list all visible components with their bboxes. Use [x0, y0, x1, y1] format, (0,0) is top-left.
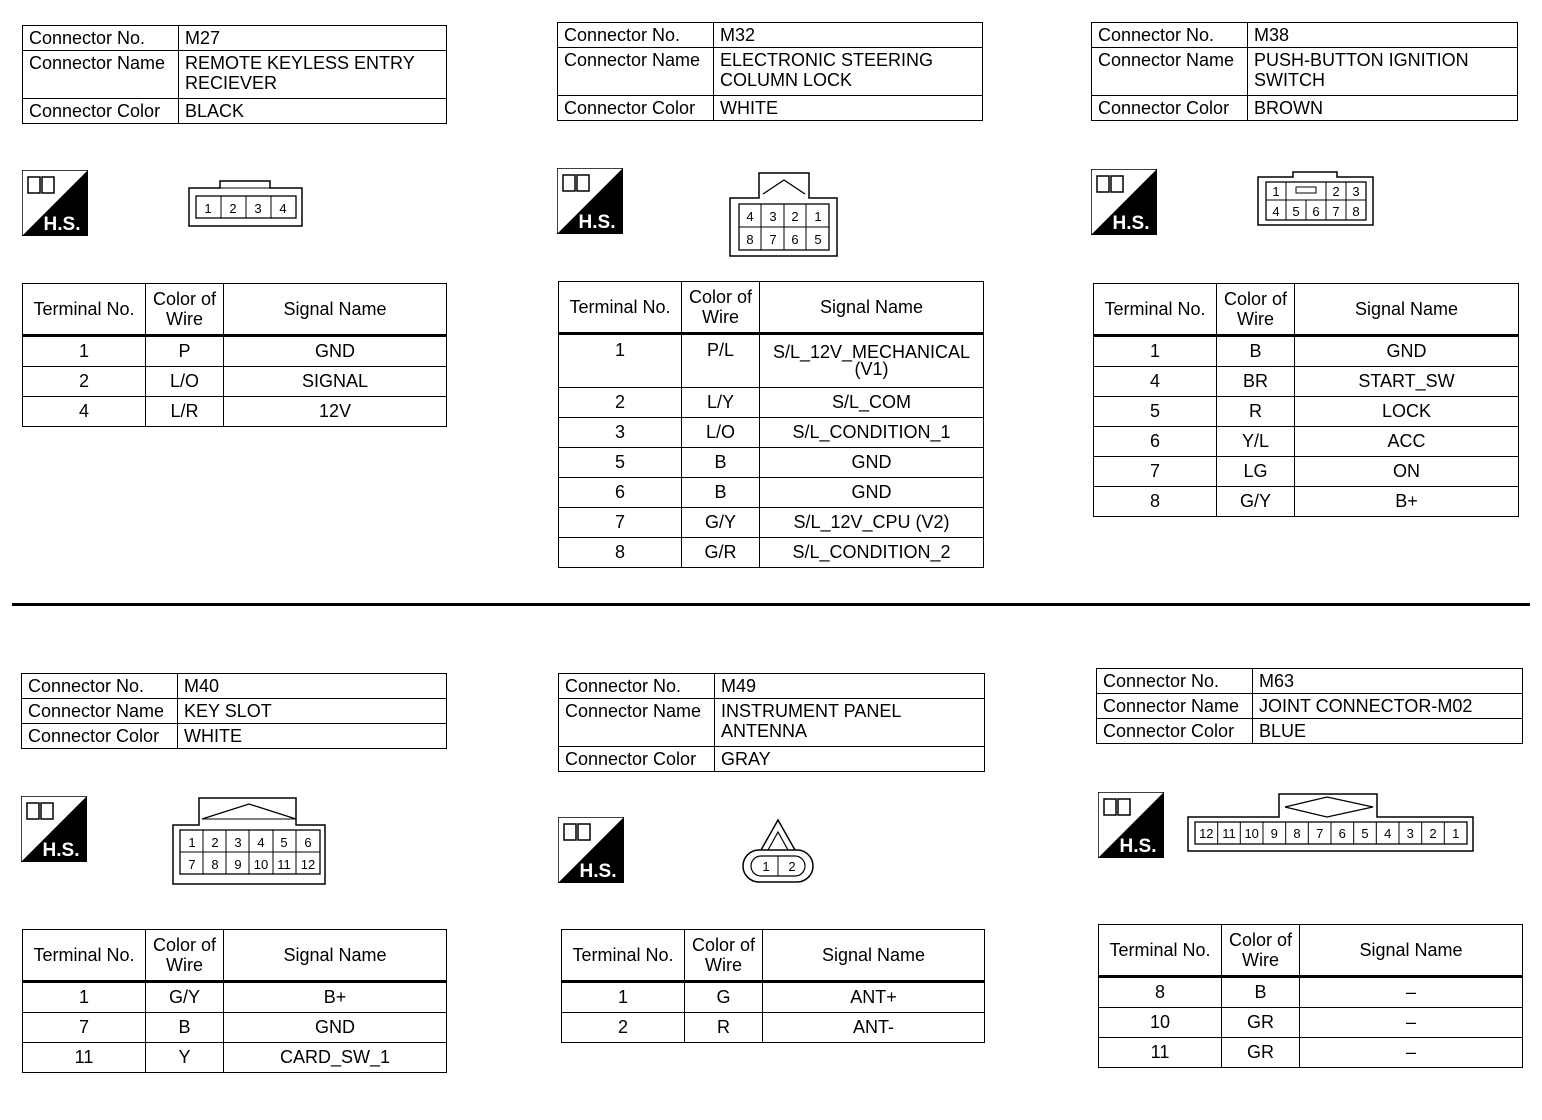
hs-label: H.S.: [42, 840, 80, 861]
wire-color: GR: [1222, 1008, 1300, 1038]
terminal-no: 1: [562, 982, 685, 1013]
terminal-no: 1: [23, 336, 146, 367]
pin-label: 6: [791, 232, 799, 247]
connector-info-table: [1091, 22, 1518, 121]
terminal-no: 4: [23, 397, 146, 427]
signal-name: GND: [224, 336, 447, 367]
connector-color-label: Connector Color: [558, 96, 714, 121]
terminal-no: 7: [1094, 457, 1217, 487]
pin-label: 4: [746, 209, 754, 224]
connector-face-diagram: [1187, 793, 1475, 853]
pin-label: 4: [1384, 826, 1392, 841]
connector-no-label: Connector No.: [558, 23, 714, 48]
connector-no-value: M38: [1248, 23, 1518, 48]
harness-side-icon: [557, 168, 623, 234]
terminal-no: 11: [23, 1043, 146, 1073]
harness-side-icon: [1098, 792, 1164, 858]
pin-label: 8: [1352, 204, 1360, 219]
connector-color-label: Connector Color: [559, 747, 715, 772]
signal-name: ACC: [1295, 427, 1519, 457]
table-row: [562, 1013, 985, 1043]
terminal-no: 1: [23, 982, 146, 1013]
signal-name: S/L_COM: [760, 388, 984, 418]
signal-name: S/L_CONDITION_2: [760, 538, 984, 568]
pin-label: 4: [1272, 204, 1280, 219]
table-row: [23, 1013, 447, 1043]
connector-no-label: Connector No.: [23, 26, 179, 51]
wire-color: L/O: [146, 367, 224, 397]
table-row: [23, 397, 447, 427]
table-row: [23, 982, 447, 1013]
terminal-no: 2: [23, 367, 146, 397]
connector-face-diagram: [188, 180, 304, 228]
connector-m32: [557, 22, 983, 121]
signal-name: B+: [1295, 487, 1519, 517]
connector-face-diagram: [1257, 171, 1375, 227]
table-row: [1099, 1038, 1523, 1068]
signal-name: GND: [224, 1013, 447, 1043]
pin-label: 1: [188, 835, 196, 850]
pin-label: 3: [234, 835, 242, 850]
wire-color: Y/L: [1217, 427, 1295, 457]
signal-name: ON: [1295, 457, 1519, 487]
signal-name: ANT-: [763, 1013, 985, 1043]
pin-label: 1: [204, 201, 212, 216]
connector-name-value: REMOTE KEYLESS ENTRY RECIEVER: [179, 51, 447, 99]
table-row: [1099, 977, 1523, 1008]
wire-color: B: [146, 1013, 224, 1043]
signal-name: S/L_12V_CPU (V2): [760, 508, 984, 538]
connector-color-label: Connector Color: [1092, 96, 1248, 121]
harness-side-icon: [22, 170, 88, 236]
table-row: [559, 418, 984, 448]
signal-name-header: Signal Name: [224, 284, 447, 336]
pin-label: 7: [1332, 204, 1340, 219]
hs-label: H.S.: [43, 214, 81, 235]
pin-label: 3: [254, 201, 262, 216]
signal-name: GND: [760, 478, 984, 508]
connector-face-diagram: [741, 818, 815, 884]
terminal-no: 6: [559, 478, 682, 508]
terminal-no: 3: [559, 418, 682, 448]
terminal-no: 8: [1099, 977, 1222, 1008]
table-row: [1094, 336, 1519, 367]
connector-m40: [21, 673, 447, 749]
connector-no-value: M27: [179, 26, 447, 51]
wire-color-header: Color of Wire: [146, 930, 224, 982]
pin-label: 2: [229, 201, 237, 216]
table-row: [562, 982, 985, 1013]
pin-label: 7: [769, 232, 777, 247]
connector-color-label: Connector Color: [22, 724, 178, 749]
pin-label: 12: [1199, 826, 1214, 841]
pin-label: 9: [1270, 826, 1278, 841]
table-row: [1094, 427, 1519, 457]
wire-color: G/Y: [146, 982, 224, 1013]
terminal-no-header: Terminal No.: [559, 282, 682, 334]
connector-name-label: Connector Name: [23, 51, 179, 99]
connector-name-label: Connector Name: [1097, 694, 1253, 719]
pin-label: 4: [279, 201, 287, 216]
connector-color-label: Connector Color: [1097, 719, 1253, 744]
signal-name-header: Signal Name: [760, 282, 984, 334]
connector-info-table: [21, 673, 447, 749]
connector-info-table: [557, 22, 983, 121]
pin-label: 1: [1272, 184, 1280, 199]
hs-label: H.S.: [578, 212, 616, 233]
wire-color: BR: [1217, 367, 1295, 397]
connector-m49: [558, 673, 985, 772]
table-row: [1094, 457, 1519, 487]
table-row: [1099, 1008, 1523, 1038]
connector-name-value: JOINT CONNECTOR-M02: [1253, 694, 1523, 719]
pin-label: 10: [253, 857, 269, 872]
terminal-no: 6: [1094, 427, 1217, 457]
pin-label: 4: [257, 835, 265, 850]
wire-color: B: [682, 448, 760, 478]
connector-color-label: Connector Color: [23, 99, 179, 124]
pin-label: 1: [1452, 826, 1460, 841]
terminal-no-header: Terminal No.: [23, 930, 146, 982]
terminal-table-m49: [561, 929, 985, 1043]
wire-color: B: [1222, 977, 1300, 1008]
connector-m63: [1096, 668, 1523, 744]
connector-color-value: GRAY: [715, 747, 985, 772]
connector-name-value: PUSH-BUTTON IGNITION SWITCH: [1248, 48, 1518, 96]
wire-color: L/R: [146, 397, 224, 427]
connector-face-diagram: [172, 797, 328, 887]
pin-label: 3: [1406, 826, 1414, 841]
table-row: [23, 367, 447, 397]
signal-name: START_SW: [1295, 367, 1519, 397]
wire-color: R: [685, 1013, 763, 1043]
signal-name: –: [1300, 1038, 1523, 1068]
wire-color-header: Color of Wire: [1222, 925, 1300, 977]
connector-no-value: M32: [714, 23, 983, 48]
pin-label: 1: [762, 859, 770, 874]
wire-color: R: [1217, 397, 1295, 427]
terminal-no: 7: [559, 508, 682, 538]
connector-name-label: Connector Name: [558, 48, 714, 96]
pin-label: 2: [791, 209, 799, 224]
pin-label: 2: [788, 859, 796, 874]
connector-no-label: Connector No.: [1092, 23, 1248, 48]
pin-label: 2: [1429, 826, 1437, 841]
signal-name: S/L_CONDITION_1: [760, 418, 984, 448]
terminal-no: 7: [23, 1013, 146, 1043]
table-row: [559, 448, 984, 478]
pin-label: 9: [234, 857, 242, 872]
table-row: [559, 334, 984, 388]
connector-name-label: Connector Name: [559, 699, 715, 747]
connector-name-label: Connector Name: [1092, 48, 1248, 96]
connector-m38: [1091, 22, 1518, 121]
hs-label: H.S.: [1119, 836, 1157, 857]
connector-no-label: Connector No.: [22, 674, 178, 699]
table-row: [23, 336, 447, 367]
terminal-no-header: Terminal No.: [1099, 925, 1222, 977]
signal-name: GND: [760, 448, 984, 478]
wire-color: G/R: [682, 538, 760, 568]
terminal-no-header: Terminal No.: [23, 284, 146, 336]
connector-color-value: WHITE: [178, 724, 447, 749]
terminal-no: 1: [559, 334, 682, 388]
pin-label: 11: [277, 857, 291, 872]
pin-label: 3: [769, 209, 777, 224]
pin-label: 5: [1361, 826, 1369, 841]
pin-label: 1: [814, 209, 822, 224]
wire-color: GR: [1222, 1038, 1300, 1068]
connector-color-value: BLACK: [179, 99, 447, 124]
terminal-no: 5: [559, 448, 682, 478]
wire-color: G/Y: [1217, 487, 1295, 517]
signal-name: 12V: [224, 397, 447, 427]
harness-side-icon: [558, 817, 624, 883]
pin-label: 5: [1292, 204, 1300, 219]
signal-name-header: Signal Name: [224, 930, 447, 982]
terminal-no: 4: [1094, 367, 1217, 397]
hs-label: H.S.: [1112, 213, 1150, 234]
connector-color-value: BROWN: [1248, 96, 1518, 121]
pin-label: 2: [211, 835, 219, 850]
pin-label: 3: [1352, 184, 1360, 199]
connector-m27: [22, 25, 447, 124]
table-row: [559, 508, 984, 538]
table-row: [559, 478, 984, 508]
signal-name: S/L_12V_MECHANICAL (V1): [760, 334, 984, 388]
terminal-table-m27: [22, 283, 447, 427]
pin-label: 8: [211, 857, 219, 872]
connector-color-value: WHITE: [714, 96, 983, 121]
table-row: [1094, 397, 1519, 427]
signal-name: GND: [1295, 336, 1519, 367]
wire-color-header: Color of Wire: [685, 930, 763, 982]
terminal-no: 8: [1094, 487, 1217, 517]
signal-name: B+: [224, 982, 447, 1013]
table-row: [1094, 367, 1519, 397]
connector-color-value: BLUE: [1253, 719, 1523, 744]
pin-label: 5: [814, 232, 822, 247]
signal-name-header: Signal Name: [1295, 284, 1519, 336]
table-row: [1094, 487, 1519, 517]
terminal-table-m40: [22, 929, 447, 1073]
pin-label: 10: [1244, 826, 1259, 841]
terminal-no: 8: [559, 538, 682, 568]
wire-color: B: [682, 478, 760, 508]
wire-color: G: [685, 982, 763, 1013]
terminal-no: 1: [1094, 336, 1217, 367]
wire-color: P/L: [682, 334, 760, 388]
connector-name-value: KEY SLOT: [178, 699, 447, 724]
pin-label: 12: [300, 857, 316, 872]
wire-color: LG: [1217, 457, 1295, 487]
table-row: [559, 388, 984, 418]
terminal-no: 2: [559, 388, 682, 418]
wire-color-header: Color of Wire: [1217, 284, 1295, 336]
pin-label: 6: [1338, 826, 1346, 841]
terminal-table-m63: [1098, 924, 1523, 1068]
signal-name: ANT+: [763, 982, 985, 1013]
connector-no-value: M40: [178, 674, 447, 699]
signal-name: CARD_SW_1: [224, 1043, 447, 1073]
connector-name-value: ELECTRONIC STEERING COLUMN LOCK: [714, 48, 983, 96]
wire-color: L/O: [682, 418, 760, 448]
wire-color-header: Color of Wire: [682, 282, 760, 334]
connector-face-diagram: [729, 172, 839, 258]
wire-color: L/Y: [682, 388, 760, 418]
pin-label: 7: [1316, 826, 1324, 841]
table-row: [23, 1043, 447, 1073]
terminal-no-header: Terminal No.: [562, 930, 685, 982]
pin-label: 8: [746, 232, 754, 247]
connector-name-value: INSTRUMENT PANEL ANTENNA: [715, 699, 985, 747]
section-divider: [12, 603, 1530, 606]
pin-label: 11: [1222, 826, 1236, 841]
pin-label: 2: [1332, 184, 1340, 199]
wire-color: P: [146, 336, 224, 367]
pin-label: 5: [280, 835, 288, 850]
wire-color: G/Y: [682, 508, 760, 538]
wire-color-header: Color of Wire: [146, 284, 224, 336]
wire-color: Y: [146, 1043, 224, 1073]
connector-no-label: Connector No.: [559, 674, 715, 699]
terminal-no: 5: [1094, 397, 1217, 427]
pin-label: 7: [188, 857, 196, 872]
terminal-no: 2: [562, 1013, 685, 1043]
connector-info-table: [1096, 668, 1523, 744]
signal-name: –: [1300, 977, 1523, 1008]
pin-label: 6: [304, 835, 312, 850]
terminal-no-header: Terminal No.: [1094, 284, 1217, 336]
terminal-table-m32: [558, 281, 984, 568]
terminal-table-m38: [1093, 283, 1519, 517]
connector-no-value: M63: [1253, 669, 1523, 694]
pin-label: 8: [1293, 826, 1301, 841]
signal-name: LOCK: [1295, 397, 1519, 427]
harness-side-icon: [21, 796, 87, 862]
harness-side-icon: [1091, 169, 1157, 235]
connector-no-value: M49: [715, 674, 985, 699]
signal-name: –: [1300, 1008, 1523, 1038]
terminal-no: 11: [1099, 1038, 1222, 1068]
hs-label: H.S.: [579, 861, 617, 882]
connector-info-table: [22, 25, 447, 124]
connector-info-table: [558, 673, 985, 772]
connector-name-label: Connector Name: [22, 699, 178, 724]
pin-label: 6: [1312, 204, 1320, 219]
wire-color: B: [1217, 336, 1295, 367]
terminal-no: 10: [1099, 1008, 1222, 1038]
table-row: [559, 538, 984, 568]
signal-name: SIGNAL: [224, 367, 447, 397]
connector-no-label: Connector No.: [1097, 669, 1253, 694]
signal-name-header: Signal Name: [763, 930, 985, 982]
signal-name-header: Signal Name: [1300, 925, 1523, 977]
